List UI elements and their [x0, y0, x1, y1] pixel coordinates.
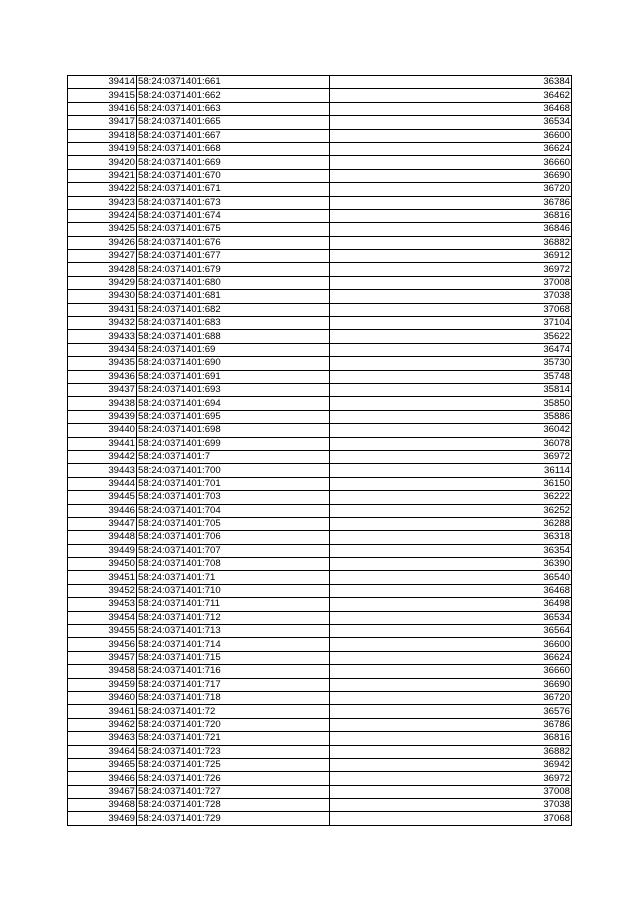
table-row — [68, 558, 572, 571]
row-number-cell: 39460 — [68, 691, 137, 704]
row-number-cell: 39438 — [68, 397, 137, 410]
cadastral-number-cell: 58:24:0371401:674 — [137, 209, 330, 222]
value-cell: 37068 — [330, 303, 572, 316]
row-number-cell: 39454 — [68, 611, 137, 624]
cadastral-number-cell: 58:24:0371401:723 — [137, 745, 330, 758]
table-row — [68, 691, 572, 704]
value-cell: 35886 — [330, 410, 572, 423]
value-cell: 36534 — [330, 611, 572, 624]
row-number-cell: 39450 — [68, 558, 137, 571]
row-number-cell: 39452 — [68, 584, 137, 597]
cadastral-number-cell: 58:24:0371401:711 — [137, 598, 330, 611]
value-cell: 36354 — [330, 544, 572, 557]
cadastral-number-cell: 58:24:0371401:714 — [137, 638, 330, 651]
value-cell: 37068 — [330, 812, 572, 825]
row-number-cell: 39431 — [68, 303, 137, 316]
cadastral-number-cell: 58:24:0371401:721 — [137, 732, 330, 745]
cadastral-number-cell: 58:24:0371401:717 — [137, 678, 330, 691]
value-cell: 36600 — [330, 129, 572, 142]
row-number-cell: 39448 — [68, 531, 137, 544]
table-row — [68, 357, 572, 370]
row-number-cell: 39436 — [68, 370, 137, 383]
value-cell: 36972 — [330, 263, 572, 276]
table-row — [68, 678, 572, 691]
cadastral-number-cell: 58:24:0371401:665 — [137, 116, 330, 129]
row-number-cell: 39457 — [68, 651, 137, 664]
table-row — [68, 397, 572, 410]
value-cell: 36690 — [330, 169, 572, 182]
row-number-cell: 39439 — [68, 410, 137, 423]
row-number-cell: 39426 — [68, 236, 137, 249]
table-row — [68, 732, 572, 745]
row-number-cell: 39425 — [68, 223, 137, 236]
table-row — [68, 571, 572, 584]
cadastral-number-cell: 58:24:0371401:708 — [137, 558, 330, 571]
value-cell: 36534 — [330, 116, 572, 129]
table-row — [68, 665, 572, 678]
value-cell: 36912 — [330, 250, 572, 263]
row-number-cell: 39419 — [68, 142, 137, 155]
cadastral-number-cell: 58:24:0371401:698 — [137, 424, 330, 437]
value-cell: 37104 — [330, 317, 572, 330]
cadastral-number-cell: 58:24:0371401:679 — [137, 263, 330, 276]
cadastral-number-cell: 58:24:0371401:72 — [137, 705, 330, 718]
value-cell: 36846 — [330, 223, 572, 236]
value-cell: 36786 — [330, 196, 572, 209]
table-row — [68, 263, 572, 276]
cadastral-number-cell: 58:24:0371401:700 — [137, 464, 330, 477]
value-cell: 37038 — [330, 290, 572, 303]
value-cell: 36078 — [330, 437, 572, 450]
table-row — [68, 330, 572, 343]
value-cell: 36882 — [330, 745, 572, 758]
row-number-cell: 39468 — [68, 799, 137, 812]
value-cell: 36252 — [330, 504, 572, 517]
table-row — [68, 156, 572, 169]
cadastral-number-cell: 58:24:0371401:695 — [137, 410, 330, 423]
cadastral-number-cell: 58:24:0371401:716 — [137, 665, 330, 678]
table-row — [68, 209, 572, 222]
table-body — [68, 76, 572, 826]
table-row — [68, 491, 572, 504]
value-cell: 36318 — [330, 531, 572, 544]
table-row — [68, 169, 572, 182]
table-row — [68, 544, 572, 557]
table-row — [68, 638, 572, 651]
cadastral-number-cell: 58:24:0371401:690 — [137, 357, 330, 370]
row-number-cell: 39432 — [68, 317, 137, 330]
table-row — [68, 183, 572, 196]
row-number-cell: 39469 — [68, 812, 137, 825]
value-cell: 36150 — [330, 477, 572, 490]
row-number-cell: 39418 — [68, 129, 137, 142]
cadastral-number-cell: 58:24:0371401:7 — [137, 450, 330, 463]
cadastral-number-cell: 58:24:0371401:680 — [137, 276, 330, 289]
row-number-cell: 39462 — [68, 718, 137, 731]
table-row — [68, 584, 572, 597]
cadastral-number-cell: 58:24:0371401:713 — [137, 625, 330, 638]
table-row — [68, 424, 572, 437]
table-row — [68, 290, 572, 303]
table-row — [68, 129, 572, 142]
row-number-cell: 39466 — [68, 772, 137, 785]
cadastral-number-cell: 58:24:0371401:681 — [137, 290, 330, 303]
table-row — [68, 625, 572, 638]
value-cell: 36660 — [330, 665, 572, 678]
table-row — [68, 236, 572, 249]
value-cell: 36786 — [330, 718, 572, 731]
row-number-cell: 39428 — [68, 263, 137, 276]
value-cell: 35748 — [330, 370, 572, 383]
cadastral-number-cell: 58:24:0371401:688 — [137, 330, 330, 343]
cadastral-number-cell: 58:24:0371401:727 — [137, 785, 330, 798]
row-number-cell: 39441 — [68, 437, 137, 450]
table-row — [68, 718, 572, 731]
cadastral-number-cell: 58:24:0371401:705 — [137, 517, 330, 530]
table-row — [68, 477, 572, 490]
cadastral-number-cell: 58:24:0371401:670 — [137, 169, 330, 182]
cadastral-number-cell: 58:24:0371401:706 — [137, 531, 330, 544]
row-number-cell: 39455 — [68, 625, 137, 638]
cadastral-number-cell: 58:24:0371401:673 — [137, 196, 330, 209]
cadastral-number-cell: 58:24:0371401:69 — [137, 343, 330, 356]
cadastral-number-cell: 58:24:0371401:699 — [137, 437, 330, 450]
cadastral-number-cell: 58:24:0371401:726 — [137, 772, 330, 785]
row-number-cell: 39456 — [68, 638, 137, 651]
value-cell: 35622 — [330, 330, 572, 343]
table-row — [68, 611, 572, 624]
cadastral-number-cell: 58:24:0371401:667 — [137, 129, 330, 142]
cadastral-number-cell: 58:24:0371401:720 — [137, 718, 330, 731]
cadastral-number-cell: 58:24:0371401:693 — [137, 383, 330, 396]
row-number-cell: 39459 — [68, 678, 137, 691]
table-row — [68, 89, 572, 102]
row-number-cell: 39453 — [68, 598, 137, 611]
cadastral-number-cell: 58:24:0371401:675 — [137, 223, 330, 236]
cadastral-number-cell: 58:24:0371401:712 — [137, 611, 330, 624]
cadastral-number-cell: 58:24:0371401:676 — [137, 236, 330, 249]
row-number-cell: 39437 — [68, 383, 137, 396]
row-number-cell: 39416 — [68, 102, 137, 115]
cadastral-number-cell: 58:24:0371401:71 — [137, 571, 330, 584]
cadastral-number-cell: 58:24:0371401:729 — [137, 812, 330, 825]
row-number-cell: 39442 — [68, 450, 137, 463]
cadastral-number-cell: 58:24:0371401:707 — [137, 544, 330, 557]
table-row — [68, 116, 572, 129]
value-cell: 35730 — [330, 357, 572, 370]
value-cell: 36624 — [330, 142, 572, 155]
cadastral-number-cell: 58:24:0371401:725 — [137, 758, 330, 771]
row-number-cell: 39447 — [68, 517, 137, 530]
row-number-cell: 39444 — [68, 477, 137, 490]
value-cell: 36462 — [330, 89, 572, 102]
cadastral-number-cell: 58:24:0371401:662 — [137, 89, 330, 102]
table-row — [68, 343, 572, 356]
value-cell: 36114 — [330, 464, 572, 477]
cadastral-number-cell: 58:24:0371401:663 — [137, 102, 330, 115]
cadastral-number-cell: 58:24:0371401:718 — [137, 691, 330, 704]
cadastral-number-cell: 58:24:0371401:694 — [137, 397, 330, 410]
row-number-cell: 39461 — [68, 705, 137, 718]
value-cell: 36690 — [330, 678, 572, 691]
table-row — [68, 383, 572, 396]
value-cell: 36498 — [330, 598, 572, 611]
value-cell: 36942 — [330, 758, 572, 771]
row-number-cell: 39464 — [68, 745, 137, 758]
value-cell: 36624 — [330, 651, 572, 664]
value-cell: 36576 — [330, 705, 572, 718]
value-cell: 36882 — [330, 236, 572, 249]
cadastral-number-cell: 58:24:0371401:669 — [137, 156, 330, 169]
table-row — [68, 276, 572, 289]
value-cell: 36540 — [330, 571, 572, 584]
table-row — [68, 317, 572, 330]
table-row — [68, 812, 572, 825]
value-cell: 36468 — [330, 102, 572, 115]
table-row — [68, 758, 572, 771]
value-cell: 36384 — [330, 76, 572, 89]
value-cell: 36720 — [330, 183, 572, 196]
cadastral-number-cell: 58:24:0371401:683 — [137, 317, 330, 330]
row-number-cell: 39434 — [68, 343, 137, 356]
value-cell: 35850 — [330, 397, 572, 410]
cadastral-number-cell: 58:24:0371401:677 — [137, 250, 330, 263]
table-row — [68, 517, 572, 530]
row-number-cell: 39420 — [68, 156, 137, 169]
table-row — [68, 799, 572, 812]
row-number-cell: 39414 — [68, 76, 137, 89]
table-row — [68, 196, 572, 209]
row-number-cell: 39458 — [68, 665, 137, 678]
row-number-cell: 39440 — [68, 424, 137, 437]
value-cell: 37008 — [330, 276, 572, 289]
value-cell: 36564 — [330, 625, 572, 638]
cadastral-number-cell: 58:24:0371401:661 — [137, 76, 330, 89]
value-cell: 36600 — [330, 638, 572, 651]
value-cell: 37008 — [330, 785, 572, 798]
value-cell: 36972 — [330, 772, 572, 785]
table-row — [68, 223, 572, 236]
row-number-cell: 39451 — [68, 571, 137, 584]
cadastral-number-cell: 58:24:0371401:668 — [137, 142, 330, 155]
cadastral-number-cell: 58:24:0371401:701 — [137, 477, 330, 490]
value-cell: 37038 — [330, 799, 572, 812]
table-row — [68, 504, 572, 517]
cadastral-number-cell: 58:24:0371401:671 — [137, 183, 330, 196]
row-number-cell: 39427 — [68, 250, 137, 263]
row-number-cell: 39465 — [68, 758, 137, 771]
table-row — [68, 303, 572, 316]
cadastral-number-cell: 58:24:0371401:682 — [137, 303, 330, 316]
value-cell: 36660 — [330, 156, 572, 169]
value-cell: 36288 — [330, 517, 572, 530]
row-number-cell: 39446 — [68, 504, 137, 517]
table-row — [68, 651, 572, 664]
table-row — [68, 464, 572, 477]
cadastral-number-cell: 58:24:0371401:710 — [137, 584, 330, 597]
value-cell: 36972 — [330, 450, 572, 463]
value-cell: 36816 — [330, 209, 572, 222]
row-number-cell: 39423 — [68, 196, 137, 209]
data-table — [67, 75, 572, 826]
table-row — [68, 102, 572, 115]
value-cell: 36468 — [330, 584, 572, 597]
table-row — [68, 370, 572, 383]
table-row — [68, 450, 572, 463]
table-row — [68, 598, 572, 611]
value-cell: 36720 — [330, 691, 572, 704]
row-number-cell: 39421 — [68, 169, 137, 182]
row-number-cell: 39449 — [68, 544, 137, 557]
row-number-cell: 39417 — [68, 116, 137, 129]
table-row — [68, 250, 572, 263]
row-number-cell: 39422 — [68, 183, 137, 196]
value-cell: 36222 — [330, 491, 572, 504]
row-number-cell: 39424 — [68, 209, 137, 222]
table-row — [68, 76, 572, 89]
row-number-cell: 39415 — [68, 89, 137, 102]
cadastral-number-cell: 58:24:0371401:728 — [137, 799, 330, 812]
row-number-cell: 39443 — [68, 464, 137, 477]
table-row — [68, 785, 572, 798]
table-row — [68, 745, 572, 758]
row-number-cell: 39433 — [68, 330, 137, 343]
row-number-cell: 39435 — [68, 357, 137, 370]
row-number-cell: 39430 — [68, 290, 137, 303]
cadastral-number-cell: 58:24:0371401:691 — [137, 370, 330, 383]
table-row — [68, 437, 572, 450]
table-row — [68, 410, 572, 423]
value-cell: 36042 — [330, 424, 572, 437]
value-cell: 36390 — [330, 558, 572, 571]
cadastral-number-cell: 58:24:0371401:703 — [137, 491, 330, 504]
row-number-cell: 39467 — [68, 785, 137, 798]
table-row — [68, 531, 572, 544]
cadastral-number-cell: 58:24:0371401:715 — [137, 651, 330, 664]
row-number-cell: 39445 — [68, 491, 137, 504]
table-row — [68, 705, 572, 718]
table-row — [68, 142, 572, 155]
value-cell: 35814 — [330, 383, 572, 396]
value-cell: 36816 — [330, 732, 572, 745]
cadastral-number-cell: 58:24:0371401:704 — [137, 504, 330, 517]
value-cell: 36474 — [330, 343, 572, 356]
row-number-cell: 39463 — [68, 732, 137, 745]
table-row — [68, 772, 572, 785]
row-number-cell: 39429 — [68, 276, 137, 289]
